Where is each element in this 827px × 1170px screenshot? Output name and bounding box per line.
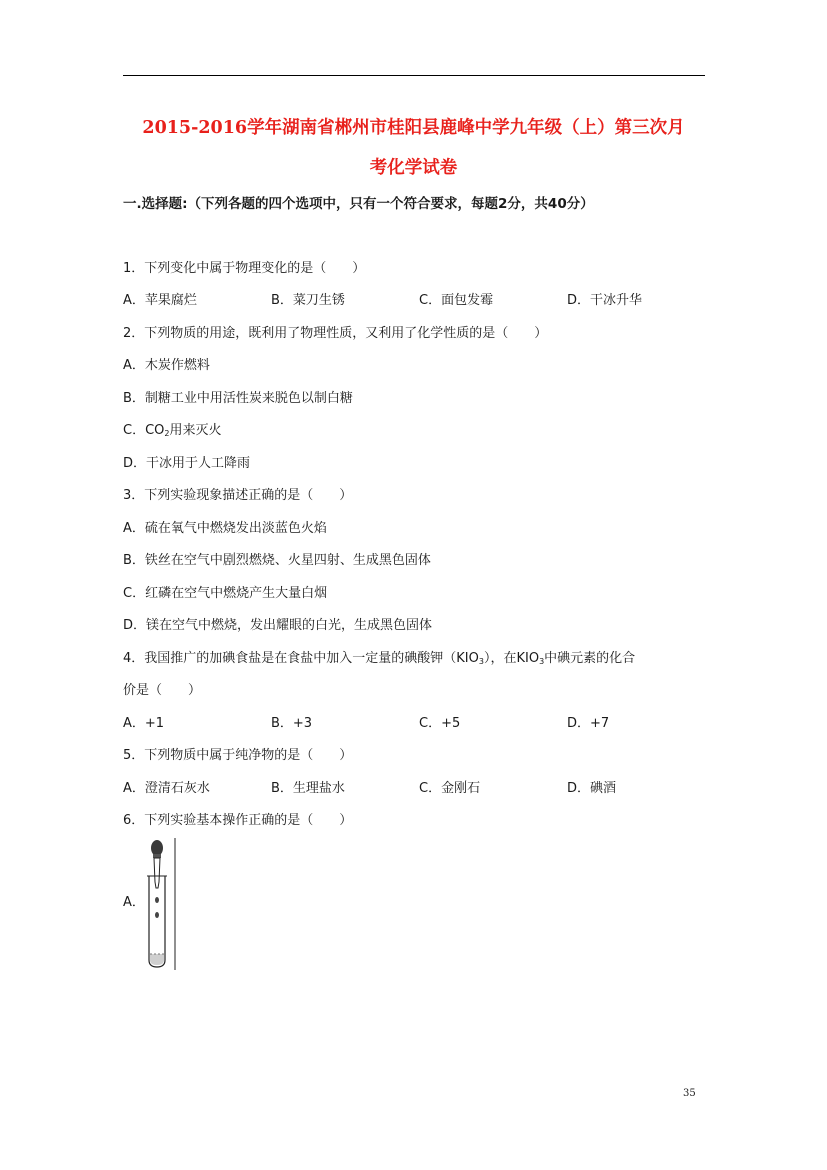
q2-option-b: B．制糖工业中用活性炭来脱色以制白糖 <box>123 391 353 406</box>
exam-title-line-1: 2015-2016学年湖南省郴州市桂阳县鹿峰中学九年级（上）第三次月 <box>142 118 685 138</box>
q4-stem-part-1: 4．我国推广的加碘食盐是在食盐中加入一定量的碘酸钾（KIO <box>123 651 479 666</box>
q4-subscript-1: 3 <box>478 657 484 666</box>
q4-option-a: A．+1 <box>123 716 165 731</box>
q2-option-c-subscript: 2 <box>164 429 170 438</box>
section-heading: 一.选择题:（下列各题的四个选项中，只有一个符合要求，每题2分，共40分） <box>123 196 594 212</box>
q3-option-b: B．铁丝在空气中剧烈燃烧、火星四射、生成黑色固体 <box>123 553 431 568</box>
q1-option-a: A．苹果腐烂 <box>123 293 197 308</box>
q3-option-d: D．镁在空气中燃烧，发出耀眼的白光，生成黑色固体 <box>123 618 433 633</box>
test-tube <box>149 876 165 967</box>
q2-option-d: D．干冰用于人工降雨 <box>123 456 251 471</box>
droplet-2 <box>155 912 159 918</box>
droplet-1 <box>155 897 159 903</box>
dropper-test-tube-figure <box>142 836 184 970</box>
q4-stem-part-3: 中碘元素的化合 <box>544 651 636 666</box>
dropper-bulb <box>151 840 163 856</box>
q5-option-b: B．生理盐水 <box>271 781 345 796</box>
q5-option-a: A．澄清石灰水 <box>123 781 210 796</box>
q5-stem: 5．下列物质中属于纯净物的是（ ） <box>123 748 353 763</box>
q6-option-a-label: A． <box>123 895 145 910</box>
q5-option-c: C．金刚石 <box>419 781 481 796</box>
q2-option-c <box>123 422 222 443</box>
q2-option-a: A．木炭作燃料 <box>123 358 210 373</box>
q1-option-d: D．干冰升华 <box>567 293 643 308</box>
q1-stem: 1．下列变化中属于物理变化的是（ ） <box>123 261 366 276</box>
q3-stem: 3．下列实验现象描述正确的是（ ） <box>123 488 353 503</box>
q4-stem-line-2: 价是（ ） <box>123 683 202 698</box>
q4-stem <box>123 650 635 671</box>
page-number: 35 <box>683 1088 696 1099</box>
q5-option-d: D．碘酒 <box>567 781 617 796</box>
q2-option-c-suffix: 用来灭火 <box>169 423 222 438</box>
q4-option-b: B．+3 <box>271 716 313 731</box>
header-rule <box>123 75 705 76</box>
q4-option-c: C．+5 <box>419 716 461 731</box>
q3-option-c: C．红磷在空气中燃烧产生大量白烟 <box>123 586 328 601</box>
liquid <box>150 954 164 965</box>
q2-option-c-prefix: C．CO <box>123 423 165 438</box>
q2-stem: 2．下列物质的用途，既利用了物理性质，又利用了化学性质的是（ ） <box>123 326 548 341</box>
q1-option-c: C．面包发霉 <box>419 293 494 308</box>
q4-subscript-2: 3 <box>539 657 545 666</box>
exam-title-line-2: 考化学试卷 <box>369 158 458 178</box>
q1-option-b: B．菜刀生锈 <box>271 293 345 308</box>
q4-stem-part-2: ），在KIO <box>483 651 540 666</box>
dropper-collar <box>153 854 161 858</box>
q4-option-d: D．+7 <box>567 716 610 731</box>
dropper-tube <box>154 858 160 888</box>
q3-option-a: A．硫在氧气中燃烧发出淡蓝色火焰 <box>123 521 327 536</box>
q6-stem: 6．下列实验基本操作正确的是（ ） <box>123 813 353 828</box>
